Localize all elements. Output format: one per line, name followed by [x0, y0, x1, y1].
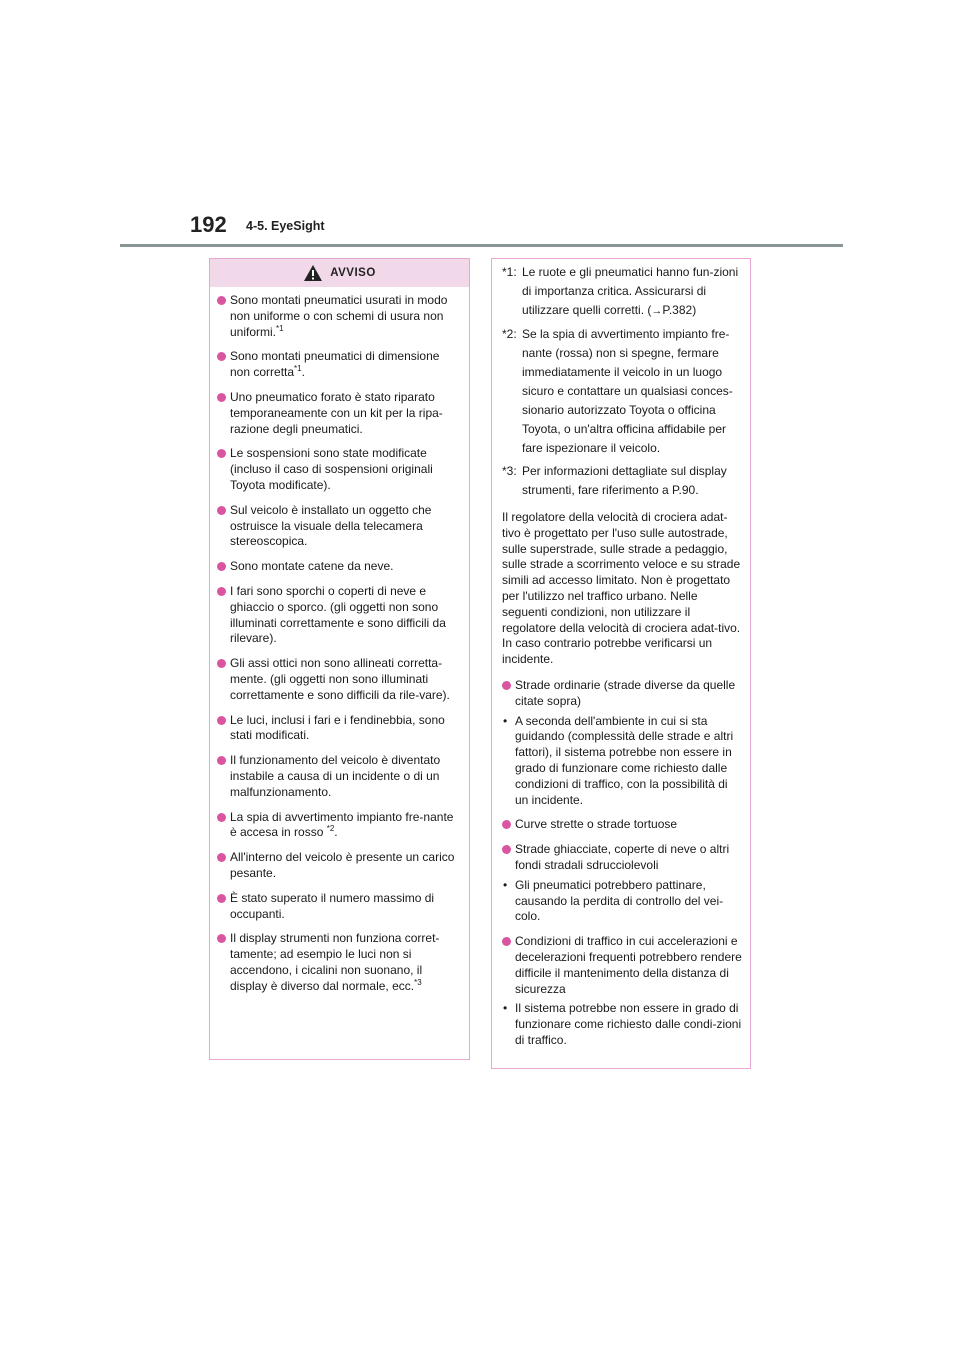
warning-item: [217, 293, 459, 340]
warning-item: [217, 446, 459, 493]
footnote-text: Se la spia di avvertimento impianto fre-nante (rossa) non si spegne, fermare immediatamente il veicolo in un luogo sicuro e contattare un qualsiasi conces-sionario autorizzato Toyota o officina Toyota, o un'altra officina affidabile per fare ispezionare il veicolo.: [522, 327, 733, 455]
bullet-mark: •: [503, 713, 508, 728]
header-rule: [120, 244, 843, 247]
condition-title: Strade ghiacciate, coperte di neve o altri fondi stradali sdrucciolevoli: [515, 842, 730, 872]
warning-item-text: La spia di avvertimento impianto fre-nante è accesa in rosso: [230, 809, 454, 840]
condition-item: [502, 817, 742, 833]
warning-item-text: Le luci, inclusi i fari e i fendinebbia, sono stati modificati.: [230, 712, 445, 743]
conditions-list: [502, 678, 742, 1049]
footnote-text: Per informazioni dettagliate sul display strumenti, fare riferimento a P.90.: [522, 464, 727, 497]
bullet-dot-icon: [217, 894, 226, 903]
footnote-mark: *2:: [502, 327, 517, 341]
condition-item: [502, 842, 742, 874]
warning-item-text: Uno pneumatico forato è stato riparato temporaneamente con un kit per la ripa-razione degli pneumatici.: [230, 389, 443, 436]
warning-header: [210, 259, 469, 287]
condition-title: Strade ordinarie (strade diverse da quelle citate sopra): [515, 677, 736, 708]
footnote-ref: *3: [414, 977, 422, 987]
warning-item: [217, 810, 459, 842]
condition-detail-text: Gli pneumatici potrebbero pattinare, causando la perdita di controllo del vei-colo.: [515, 877, 724, 924]
condition-item: [502, 678, 742, 710]
warning-item: [217, 390, 459, 437]
footnotes: [502, 263, 742, 500]
warning-item-text: Sul veicolo è installato un oggetto che ostruisce la visuale della telecamera stereoscopica.: [230, 502, 432, 549]
bullet-dot-icon: [217, 296, 226, 305]
warning-item: [217, 349, 459, 381]
bullet-dot-icon: [217, 393, 226, 402]
bullet-dot-icon: [217, 813, 226, 822]
footnote-tail: ): [692, 303, 697, 317]
warning-item: [217, 584, 459, 647]
condition-title: Condizioni di traffico in cui accelerazioni e decelerazioni frequenti potrebbero rendere difficile il mantenimento della distanza di sicurezza: [515, 934, 742, 996]
bullet-dot-icon: [217, 659, 226, 668]
condition-detail-text: Il sistema potrebbe non essere in grado di funzionare come richiesto dalle condi-zioni di traffico.: [515, 1001, 742, 1047]
warning-item: [217, 503, 459, 550]
info-box: [491, 258, 751, 1069]
section-title: 4-5. EyeSight: [246, 219, 325, 233]
bullet-dot-icon: [217, 716, 226, 725]
arrow-right-icon: →: [651, 305, 663, 317]
warning-list: [210, 287, 469, 994]
footnote-text: Le ruote e gli pneumatici hanno fun-zioni di importanza critica. Assicurarsi di utilizzare quelli corretti. (: [522, 265, 739, 317]
footnote: [502, 263, 742, 321]
warning-item: [217, 850, 459, 882]
warning-item-text: Il display strumenti non funziona corret-tamente; ad esempio le luci non si accendono, i cicalini non suonano, il display è diverso dal normale, ecc.: [230, 931, 440, 993]
bullet-dot-icon: [502, 681, 511, 690]
condition-title: Curve strette o strade tortuose: [515, 817, 678, 832]
warning-item: [217, 656, 459, 703]
bullet-dot-icon: [502, 937, 511, 946]
warning-item-tail: .: [334, 825, 338, 840]
bullet-dot-icon: [502, 845, 511, 854]
footnote-mark: *1:: [502, 265, 517, 279]
warning-item-text: È stato superato il numero massimo di occupanti.: [230, 890, 435, 921]
footnote-ref: *2: [326, 824, 335, 834]
warning-item-text: Gli assi ottici non sono allineati corretta-mente. (gli oggetti non sono illuminati correttamente e sono difficili da rile-vare).: [230, 656, 450, 702]
condition-item: [502, 934, 742, 997]
warning-box: [209, 258, 470, 1060]
warning-item-text: Sono montati pneumatici usurati in modo non uniforme o con schemi di usura non uniformi.: [230, 293, 448, 339]
bullet-mark: •: [503, 1001, 508, 1016]
footnote-ref: *1: [276, 323, 284, 333]
bullet-dot-icon: [502, 820, 511, 829]
page-reference-link[interactable]: P.382: [662, 303, 693, 317]
warning-item-text: Le sospensioni sono state modificate (incluso il caso di sospensioni originali Toyota modificate).: [230, 446, 433, 492]
warning-item: [217, 753, 459, 800]
condition-detail: [502, 714, 742, 809]
warning-item-text: I fari sono sporchi o coperti di neve e ghiaccio o sporco. (gli oggetti non sono illuminati correttamente e sono difficili da rilevare).: [230, 583, 446, 646]
condition-detail-text: A seconda dell'ambiente in cui si sta guidando (complessità delle strade e altri fattori), il sistema potrebbe non essere in grado di funzionare come richiesto dalle condizioni di traffico, con la possibilità di un incidente.: [515, 713, 734, 807]
footnote: [502, 325, 742, 458]
bullet-mark: •: [503, 877, 508, 892]
intro-paragraph: Il regolatore della velocità di crociera adat-tivo è progettato per l'uso sulle autostrade, sulle superstrade, sulle strade a pedaggio, sulle strade a scorrimento veloce e su strade simili ad accesso limitato. Non è progettato per l'utilizzo nel traffico urbano. Nelle seguenti condizioni, non utilizzare il regolatore della velocità di crociera adat-tivo. In caso contrario potrebbe verificarsi un incidente.: [502, 510, 741, 667]
footnote-mark: *3:: [502, 464, 517, 478]
warning-item-text: Sono montate catene da neve.: [230, 559, 394, 574]
condition-detail: [502, 878, 742, 925]
warning-item: [217, 559, 459, 575]
page-number: 192: [190, 212, 227, 237]
warning-item-tail: .: [301, 365, 305, 380]
warning-title: AVVISO: [330, 267, 376, 279]
warning-item: [217, 891, 459, 923]
warning-item-text: Sono montati pneumatici di dimensione non corretta: [230, 349, 440, 380]
bullet-dot-icon: [217, 587, 226, 596]
bullet-dot-icon: [217, 562, 226, 571]
warning-item-text: All'interno del veicolo è presente un carico pesante.: [230, 850, 455, 880]
bullet-dot-icon: [217, 352, 226, 361]
warning-triangle-icon: [303, 264, 323, 282]
bullet-dot-icon: [217, 449, 226, 458]
warning-item: [217, 713, 459, 745]
footnote-ref: *1: [294, 364, 302, 374]
warning-item-text: Il funzionamento del veicolo è diventato instabile a causa di un incidente o di un malfunzionamento.: [230, 753, 441, 799]
bullet-dot-icon: [217, 853, 226, 862]
footnote: [502, 462, 742, 500]
bullet-dot-icon: [217, 506, 226, 515]
bullet-dot-icon: [217, 934, 226, 943]
warning-item: [217, 931, 459, 994]
condition-detail: [502, 1001, 742, 1048]
bullet-dot-icon: [217, 756, 226, 765]
